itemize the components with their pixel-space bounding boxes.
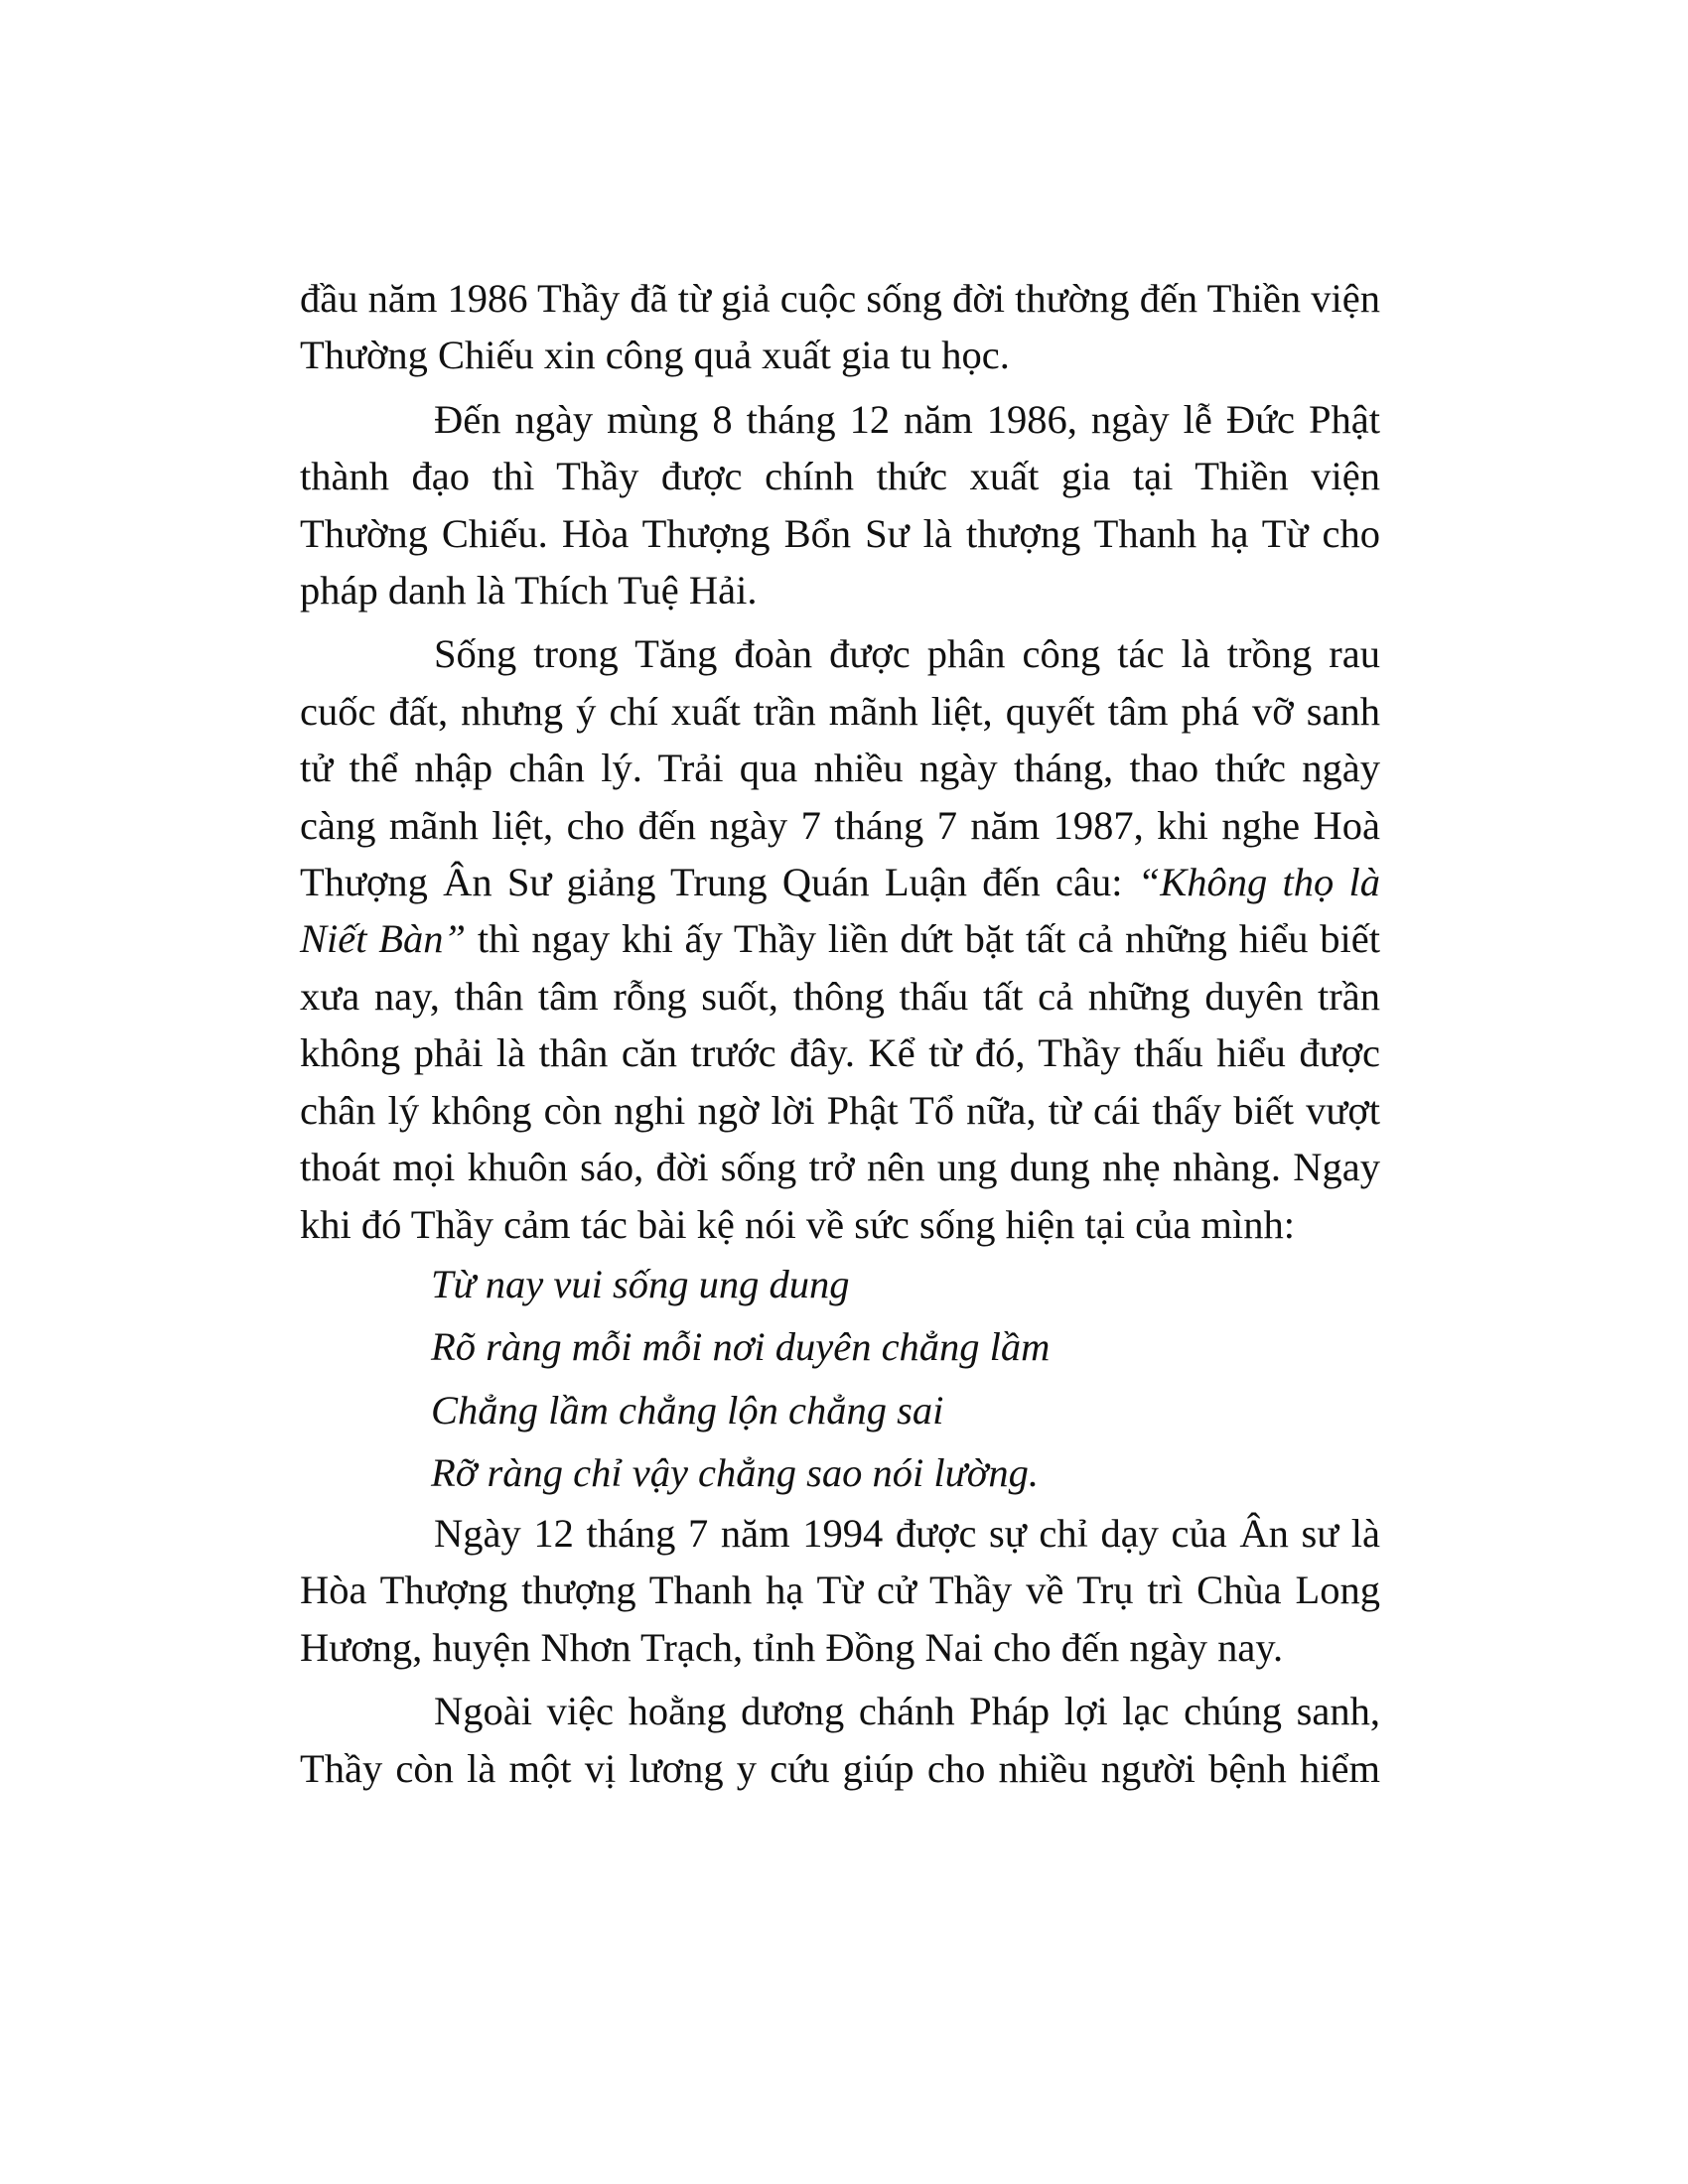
paragraph-5: Ngoài việc hoằng dương chánh Pháp lợi lạc chúng sanh, Thầy còn là một vị lương y cứu giúp cho nhiều người bệnh hiểm (300, 1689, 1380, 1791)
paragraph-1: đầu năm 1986 Thầy đã từ giả cuộc sống đời thường đến Thiền viện Thường Chiếu xin công quả xuất gia tu học. (300, 276, 1380, 378)
poem-line-4: Rỡ ràng chỉ vậy chẳng sao nói lường. (431, 1450, 1039, 1496)
page-body (300, 270, 1380, 1797)
poem-verse (300, 1253, 1380, 1505)
paragraph-3 (300, 625, 1380, 1252)
quote-khong-tho: “Không thọ là Niết Bàn” (300, 860, 1381, 962)
paragraph-4: Ngày 12 tháng 7 năm 1994 được sự chỉ dạy của Ân sư là Hòa Thượng thượng Thanh hạ Từ cử Thầy về Trụ trì Chùa Long Hương, huyện Nhơn Trạch, tỉnh Đồng Nai cho đến ngày nay. (300, 1510, 1380, 1670)
poem-line-1: Từ nay vui sống ung dung (431, 1261, 850, 1306)
paragraph-2: Đến ngày mùng 8 tháng 12 năm 1986, ngày lễ Đức Phật thành đạo thì Thầy được chính thức xuất gia tại Thiền viện Thường Chiếu. Hòa Thượng Bổn Sư là thượng Thanh hạ Từ cho pháp danh là Thích Tuệ Hải. (300, 396, 1380, 614)
poem-line-3: Chẳng lầm chẳng lộn chẳng sai (431, 1387, 944, 1433)
paragraph-3-text-before: Sống trong Tăng đoàn được phân công tác là trồng rau cuốc đất, nhưng ý chí xuất trần mãnh liệt, quyết tâm phá vỡ sanh tử thể nhập chân lý. Trải qua nhiều ngày tháng, thao thức ngày càng mãnh liệt, cho đến ngày 7 tháng 7 năm 1987, khi nghe Hoà Thượng Ân Sư giảng Trung Quán Luận đến câu: (300, 631, 1380, 905)
poem-line-2: Rõ ràng mỗi mỗi nơi duyên chẳng lầm (431, 1324, 1051, 1370)
paragraph-3-text-after: thì ngay khi ấy Thầy liền dứt bặt tất cả những hiểu biết xưa nay, thân tâm rỗng suốt, thông thấu tất cả những duyên trần không phải là thân căn trước đây. Kể từ đó, Thầy thấu hiểu được chân lý không còn nghi ngờ lời Phật Tổ nữa, từ cái thấy biết vượt thoát mọi khuôn sáo, đời sống trở nên ung dung nhẹ nhàng. Ngay khi đó Thầy cảm tác bài kệ nói về sức sống hiện tại của mình: (300, 916, 1380, 1247)
